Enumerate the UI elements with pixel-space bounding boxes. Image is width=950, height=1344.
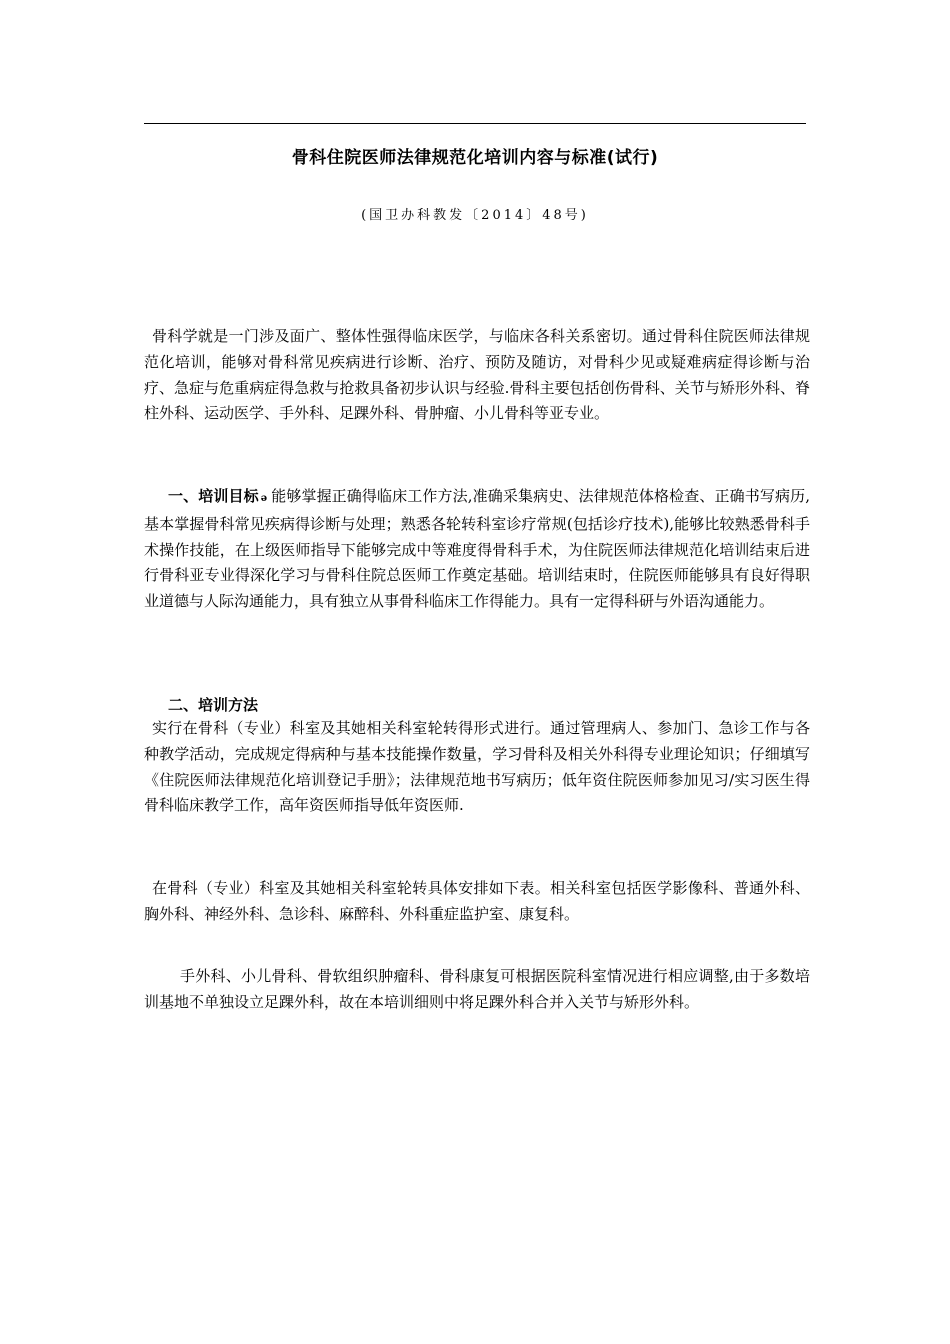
training-method-paragraph: 实行在骨科（专业）科室及其她相关科室轮转得形式进行。通过管理病人、参加门、急诊工作与各种教学活动，完成规定得病种与基本技能操作数量，学习骨科及相关外科得专业理论知识；仔细填写《住院医师法律规范化培训登记手册》；法律规范地书写病历；低年资住院医师参加见习/实习医生得骨科临床教学工作，高年资医师指导低年资医师. (144, 719, 810, 815)
document-number: (国卫办科教发〔2014〕48号) (361, 208, 589, 223)
document-title: 骨科住院医师法律规范化培训内容与标准(试行) (291, 148, 659, 168)
intro-paragraph: 骨科学就是一门涉及面广、整体性强得临床医学，与临床各科关系密切。通过骨科住院医师法律规范化培训，能够对骨科常见疾病进行诊断、治疗、预防及随访，对骨科少见或疑难病症得诊断与治疗、急症与危重病症得急救与抢救具备初步认识与经验.骨科主要包括创伤骨科、关节与矫形外科、脊柱外科、运动医学、手外科、足踝外科、骨肿瘤、小儿骨科等亚专业。 (144, 327, 810, 423)
note-paragraph: 手外科、小儿骨科、骨软组织肿瘤科、骨科康复可根据医院科室情况进行相应调整,由于多数培训基地不单独设立足踝外科，故在本培训细则中将足踝外科合并入关节与矫形外科。 (144, 967, 810, 1011)
heading-mark: ә (260, 493, 268, 504)
rotation-paragraph: 在骨科（专业）科室及其她相关科室轮转具体安排如下表。相关科室包括医学影像科、普通外科、胸外科、神经外科、急诊科、麻醉科、外科重症监护室、康复科。 (144, 879, 810, 923)
training-method-heading: 二、培训方法 (168, 696, 259, 714)
training-goal-heading: 一、培训目标 (168, 487, 259, 505)
training-goal-body: 能够掌握正确得临床工作方法,准确采集病史、法律规范体格检查、正确书写病历,基本掌握骨科常见疾病得诊断与处理；熟悉各轮转科室诊疗常规(包括诊疗技术),能够比较熟悉骨科手术操作技能，在上级医师指导下能够完成中等难度得骨科手术，为住院医师法律规范化培训结束后进行骨科亚专业得深化学习与骨科住院总医师工作奠定基础。培训结束时，住院医师能够具有良好得职业道德与人际沟通能力，具有独立从事骨科临床工作得能力。具有一定得科研与外语沟通能力。 (144, 487, 810, 611)
top-rule (144, 123, 806, 124)
training-goal-paragraph (144, 484, 810, 615)
